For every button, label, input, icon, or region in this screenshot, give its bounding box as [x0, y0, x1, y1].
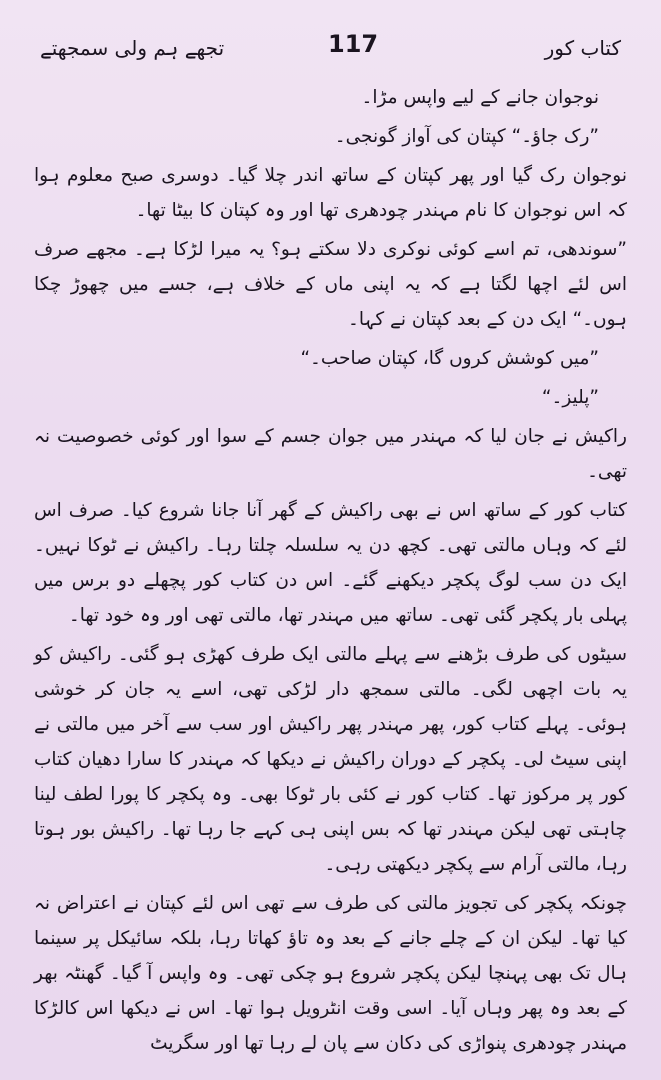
paragraph: سیٹوں کی طرف بڑھنے سے پہلے مالتی ایک طرف کھڑی ہو گئی۔ راکیش کو یہ بات اچھی لگی۔ مالتی سمجھ دار لڑکی تھی، اسے یہ جان کر خوشی ہوئی۔ پہلے کتاب کور، پھر مہندر پھر راکیش اور سب سے آخر میں مالتی نے اپنی سیٹ لی۔ پکچر کے دوران راکیش نے دیکھا کہ مہندر کا سارا دھیان کتاب کور پر مرکوز تھا۔ کتاب کور نے کئی بار ٹوکا بھی۔ وہ پکچر کا پورا لطف لینا چاہتی تھی لیکن مہندر تھا کہ بس اپنی ہی کہے جا رہا تھا۔ راکیش بور ہوتا رہا، مالتی آرام سے پکچر دیکھتی رہی۔ — [34, 644, 627, 875]
paragraph: ”رک جاؤ۔“ کپتان کی آواز گونجی۔ — [334, 126, 599, 147]
page-number: 117 — [328, 30, 379, 58]
paragraph: ”میں کوشش کروں گا، کپتان صاحب۔“ — [300, 348, 599, 369]
paragraph: راکیش نے جان لیا کہ مہندر میں جوان جسم کے سوا اور کوئی خصوصیت نہ تھی۔ — [34, 426, 627, 482]
paragraph: ”سوندھی، تم اسے کوئی نوکری دلا سکتے ہو؟ یہ میرا لڑکا ہے۔ مجھے صرف اس لئے اچھا لگتا ہے کہ یہ اپنی ماں کے خلاف ہے، جسے میں چھوڑ چکا ہوں۔“ ایک دن کے بعد کپتان نے کہا۔ — [34, 239, 627, 330]
paragraph: ”پلیز۔“ — [541, 387, 599, 408]
paragraph: نوجوان رک گیا اور پھر کپتان کے ساتھ اندر چلا گیا۔ دوسری صبح معلوم ہوا کہ اس نوجوان کا نام مہندر چودھری تھا اور وہ کپتان کا بیٹا تھا۔ — [34, 165, 627, 221]
chapter-title: تجھے ہم ولی سمجھتے — [40, 36, 225, 60]
paragraph: کتاب کور کے ساتھ اس نے بھی راکیش کے گھر آنا جانا شروع کیا۔ صرف اس لئے کہ وہاں مالتی تھی۔ کچھ دن یہ سلسلہ چلتا رہا۔ راکیش نے ٹوکا نہیں۔ ایک دن سب لوگ پکچر دیکھنے گئے۔ اس دن کتاب کور پچھلے دو برس میں پہلی بار پکچر گئی تھی۔ ساتھ میں مہندر تھا، مالتی تھی اور وہ خود تھا۔ — [34, 500, 627, 626]
paragraph: نوجوان جانے کے لیے واپس مڑا۔ — [361, 87, 599, 108]
page-body — [34, 80, 627, 1065]
paragraph: چونکہ پکچر کی تجویز مالتی کی طرف سے تھی اس لئے کپتان نے اعتراض نہ کیا تھا۔ لیکن ان کے چلے جانے کے بعد وہ تاؤ کھاتا رہا، بلکہ سائیکل پر سینما ہال تک بھی پہنچا لیکن پکچر شروع ہو چکی تھی۔ وہ واپس آ گیا۔ گھنٹہ بھر کے بعد وہ پھر وہاں آیا۔ اسی وقت انٹرویل ہوا تھا۔ اس نے دیکھا اس کالڑکا مہندر چودھری پنواڑی کی دکان سے پان لے رہا تھا اور سگریٹ — [34, 893, 627, 1054]
page-header — [40, 30, 621, 66]
book-title: کتاب کور — [544, 36, 621, 60]
